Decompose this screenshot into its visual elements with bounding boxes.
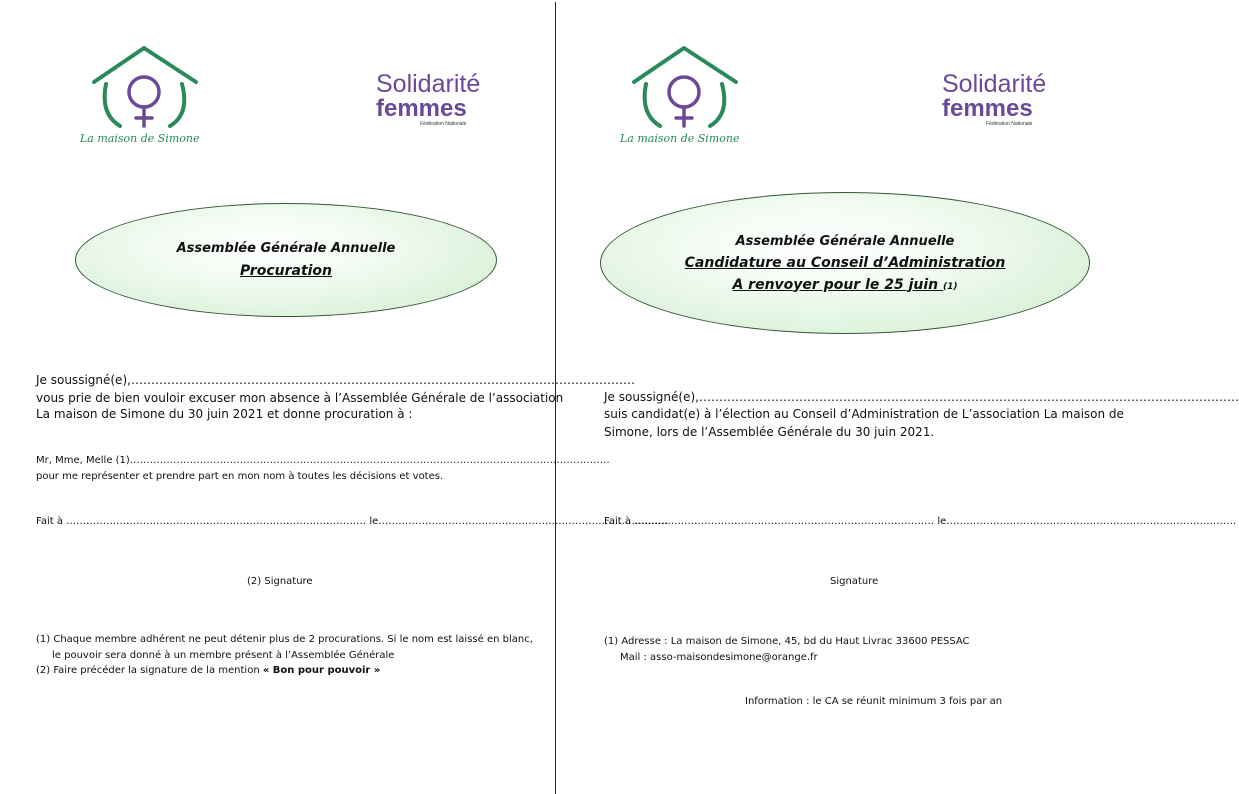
body-line-2: Simone, lors de l’Assemblée Générale du 30 juin 2021. — [604, 425, 935, 439]
footnote-1-line-1: (1) Chaque membre adhérent ne peut détenir plus de 2 procurations. Si le nom est laissé en blanc, — [36, 634, 533, 645]
proxy-name-line[interactable]: Mr, Mme, Melle (1)……………………………………………………………………………………………………………………………… — [36, 455, 610, 466]
banner-ellipse — [600, 192, 1090, 334]
maison-caption: La maison de Simone — [620, 132, 740, 145]
house-logo-icon — [82, 44, 206, 134]
footnote-1-line-2: le pouvoir sera donné à un membre présent à l’Assemblée Générale — [52, 650, 395, 661]
body-line-1: suis candidat(e) à l’élection au Conseil d’Administration de L’association La maison de — [604, 407, 1124, 421]
info-note: Information : le CA se réunit minimum 3 fois par an — [745, 696, 1003, 707]
logo-word-solidarite: Solidarité — [942, 70, 1047, 98]
footnote-2-mention: « Bon pour pouvoir » — [262, 665, 381, 676]
proxy-purpose: pour me représenter et prendre part en mon nom à toutes les décisions et votes. — [36, 471, 444, 482]
footnote-2-text: (2) Faire précéder la signature de la mention — [36, 665, 263, 676]
signature-label: (2) Signature — [247, 576, 313, 587]
logo-federation: Fédération Nationale — [420, 121, 467, 127]
maison-caption: La maison de Simone — [80, 132, 200, 145]
banner-title: Assemblée Générale Annuelle — [176, 241, 396, 256]
banner-subtitle: Procuration — [239, 263, 333, 279]
banner-title: Assemblée Générale Annuelle — [735, 233, 955, 249]
banner-subtitle: Candidature au Conseil d’Administration — [684, 254, 1006, 271]
solidarite-femmes-logo — [376, 70, 511, 127]
place-date-line[interactable]: Fait à ……………………………………………………………………………… le…………………………………………………………………………… — [604, 516, 1237, 527]
solidarite-femmes-logo — [942, 70, 1077, 127]
banner-ellipse — [75, 203, 497, 317]
signature-label: Signature — [830, 576, 879, 587]
place-date-line[interactable]: Fait à ……………………………………………………………………………… le…………………………………………………………………………… — [36, 516, 669, 527]
body-line-1: vous prie de bien vouloir excuser mon absence à l’Assemblée Générale de l’association — [36, 391, 564, 405]
body-line-2: La maison de Simone du 30 juin 2021 et donne procuration à : — [36, 407, 413, 421]
logo-federation: Fédération Nationale — [986, 121, 1033, 127]
logo-word-femmes: femmes — [376, 95, 467, 122]
logo-word-femmes: femmes — [942, 95, 1033, 122]
house-logo-icon — [622, 44, 746, 134]
undersigned-line[interactable]: Je soussigné(e),……………………………………………………………………………………………………………… — [36, 373, 635, 387]
deadline-footnote-ref: (1) — [943, 281, 958, 292]
footnote-2 — [36, 663, 380, 678]
logo-word-solidarite: Solidarité — [376, 70, 481, 98]
footnote-1-line-2: Mail : asso-maisondesimone@orange.fr — [620, 652, 818, 663]
footnote-1-line-1: (1) Adresse : La maison de Simone, 45, bd du Haut Livrac 33600 PESSAC — [604, 636, 970, 647]
deadline-text: A renvoyer pour le 25 juin — [732, 276, 939, 293]
banner-deadline — [732, 277, 957, 293]
undersigned-line[interactable]: Je soussigné(e),……………………………………………………………………………………………………………………… — [604, 390, 1239, 404]
